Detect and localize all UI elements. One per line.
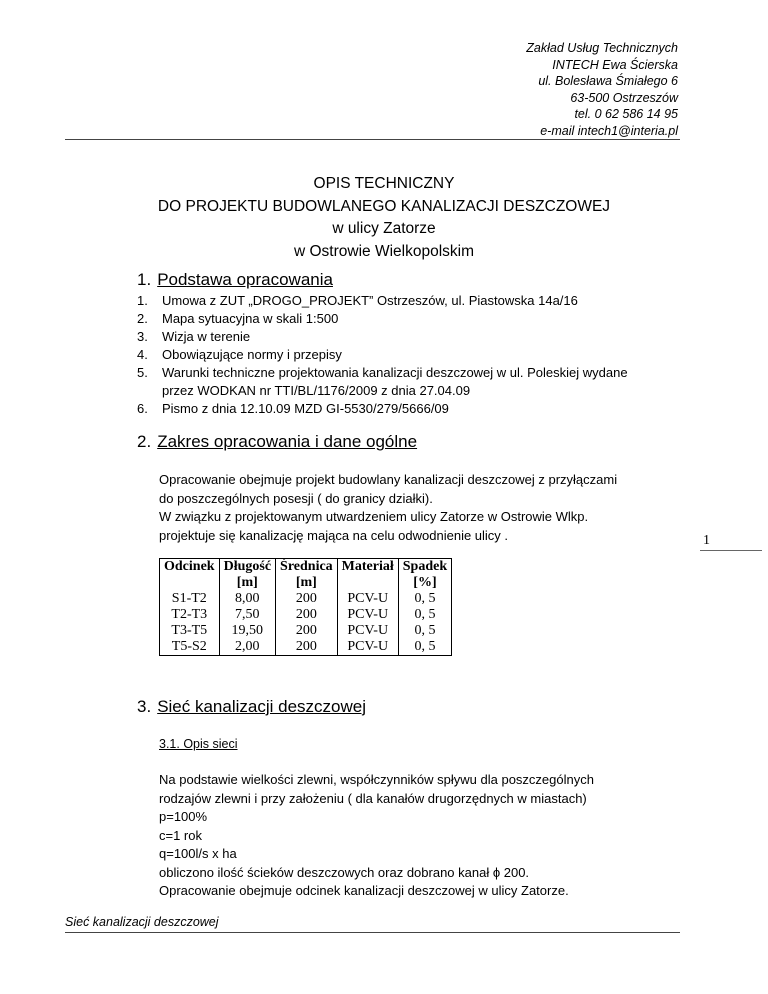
list-item bbox=[137, 364, 657, 400]
basis-list bbox=[137, 292, 657, 418]
page-number-rule bbox=[700, 550, 762, 551]
table-cell: 0, 5 bbox=[398, 607, 451, 623]
col-header-segment: Odcinek bbox=[160, 559, 220, 576]
section-title: Podstawa opracowania bbox=[157, 270, 333, 289]
table-cell: 200 bbox=[276, 623, 338, 639]
table-cell: T3-T5 bbox=[160, 623, 220, 639]
title-line: DO PROJEKTU BUDOWLANEGO KANALIZACJI DESZCZOWEJ bbox=[157, 197, 611, 215]
paragraph-line: Na podstawie wielkości zlewni, współczynników spływu dla poszczególnych bbox=[159, 772, 594, 787]
unit-cell bbox=[337, 575, 398, 591]
table-units-row bbox=[160, 575, 452, 591]
unit-cell: [m] bbox=[219, 575, 275, 591]
table-cell: 0, 5 bbox=[398, 591, 451, 607]
table-cell: 200 bbox=[276, 639, 338, 656]
section-number: 1. bbox=[137, 270, 152, 289]
table-header-row bbox=[160, 559, 452, 576]
list-item bbox=[137, 346, 657, 364]
paragraph-line: do poszczególnych posesji ( do granicy działki). bbox=[159, 490, 433, 506]
list-item-text: Warunki techniczne projektowania kanalizacji deszczowej w ul. Poleskiej wydane przez WODKAN nr TTI/BL/1176/2009 z dnia 27.04.09 bbox=[162, 365, 628, 398]
table-cell: 0, 5 bbox=[398, 623, 451, 639]
col-header-material: Materiał bbox=[337, 559, 398, 576]
unit-cell: [m] bbox=[276, 575, 338, 591]
table-cell: 2,00 bbox=[219, 639, 275, 656]
paragraph-line: projektuje się kanalizację mająca na celu odwodnienie ulicy . bbox=[159, 527, 509, 543]
section-1-heading bbox=[137, 270, 333, 290]
paragraph-line: Opracowanie obejmuje projekt budowlany kanalizacji deszczowej z przyłączami bbox=[159, 472, 618, 487]
section-number: 3. bbox=[137, 697, 152, 716]
paragraph-line: Opracowanie obejmuje odcinek kanalizacji deszczowej w ulicy Zatorze. bbox=[159, 883, 569, 898]
section-number: 2. bbox=[137, 432, 152, 451]
list-item-number: 6. bbox=[137, 401, 148, 416]
section-title: Zakres opracowania i dane ogólne bbox=[157, 432, 418, 451]
table-row bbox=[160, 591, 452, 607]
col-header-length: Długość bbox=[219, 559, 275, 576]
section-2-heading bbox=[137, 432, 417, 452]
table-cell: 0, 5 bbox=[398, 639, 451, 656]
list-item-text: Umowa z ZUT „DROGO_PROJEKT” Ostrzeszów, ul. Piastowska 14a/16 bbox=[162, 293, 578, 308]
pipe-spec-table bbox=[159, 558, 452, 656]
list-item-number: 4. bbox=[137, 347, 148, 362]
list-item-text: Obowiązujące normy i przepisy bbox=[162, 347, 342, 362]
list-item bbox=[137, 310, 657, 328]
section-title: Sieć kanalizacji deszczowej bbox=[157, 697, 367, 716]
unit-cell: [%] bbox=[398, 575, 451, 591]
list-item-text: Mapa sytuacyjna w skali 1:500 bbox=[162, 311, 339, 326]
paragraph-line: obliczono ilość ścieków deszczowych oraz dobrano kanał ϕ 200. bbox=[159, 864, 530, 880]
table-row bbox=[160, 639, 452, 656]
company-email: e-mail intech1@interia.pl bbox=[540, 123, 678, 138]
list-item-number: 1. bbox=[137, 293, 148, 308]
paragraph-line: q=100l/s x ha bbox=[159, 846, 237, 861]
list-item bbox=[137, 328, 657, 346]
page-number: 1 bbox=[703, 533, 710, 548]
paragraph-line: p=100% bbox=[159, 809, 208, 824]
section-3-heading bbox=[137, 697, 366, 717]
list-item-text: Pismo z dnia 12.10.09 MZD GI-5530/279/5666/09 bbox=[162, 401, 449, 416]
paragraph-line: c=1 rok bbox=[159, 827, 202, 843]
list-item-number: 3. bbox=[137, 329, 148, 344]
company-header-line: tel. 0 62 586 14 95 bbox=[574, 107, 678, 121]
table-cell: 7,50 bbox=[219, 607, 275, 623]
title-line: w Ostrowie Wielkopolskim bbox=[293, 242, 474, 260]
table-cell: PCV-U bbox=[337, 591, 398, 607]
table-cell: 200 bbox=[276, 591, 338, 607]
title-line: w ulicy Zatorze bbox=[332, 220, 436, 237]
table-row bbox=[160, 607, 452, 623]
list-item bbox=[137, 292, 657, 310]
list-item bbox=[137, 400, 657, 418]
table-cell: 200 bbox=[276, 607, 338, 623]
company-header bbox=[526, 40, 678, 139]
col-header-diameter: Średnica bbox=[276, 559, 338, 576]
table-cell: PCV-U bbox=[337, 639, 398, 656]
network-paragraph bbox=[159, 771, 699, 901]
header-divider bbox=[65, 139, 680, 140]
company-header-line: 63-500 Ostrzeszów bbox=[570, 90, 678, 105]
document-title bbox=[0, 173, 768, 263]
paragraph-line: rodzajów zlewni i przy założeniu ( dla kanałów drugorzędnych w miastach) bbox=[159, 790, 587, 806]
col-header-slope: Spadek bbox=[398, 559, 451, 576]
footer-divider bbox=[65, 932, 680, 933]
scope-paragraph bbox=[159, 471, 699, 545]
company-header-line: Zakład Usług Technicznych bbox=[526, 41, 678, 55]
table-cell: 19,50 bbox=[219, 623, 275, 639]
table-cell: S1-T2 bbox=[160, 591, 220, 607]
company-header-line: ul. Bolesława Śmiałego 6 bbox=[538, 74, 678, 88]
table-cell: 8,00 bbox=[219, 591, 275, 607]
unit-cell bbox=[160, 575, 220, 591]
table-cell: T5-S2 bbox=[160, 639, 220, 656]
title-line: OPIS TECHNICZNY bbox=[313, 175, 455, 192]
table-cell: PCV-U bbox=[337, 623, 398, 639]
table-cell: T2-T3 bbox=[160, 607, 220, 623]
table-cell: PCV-U bbox=[337, 607, 398, 623]
list-item-number: 5. bbox=[137, 365, 148, 380]
page-footer: Sieć kanalizacji deszczowej bbox=[65, 915, 219, 929]
list-item-number: 2. bbox=[137, 311, 148, 326]
list-item-text: Wizja w terenie bbox=[162, 329, 251, 344]
subsection-heading: 3.1. Opis sieci bbox=[159, 737, 238, 751]
company-header-line: INTECH Ewa Ścierska bbox=[552, 57, 678, 72]
table-row bbox=[160, 623, 452, 639]
paragraph-line: W związku z projektowanym utwardzeniem ulicy Zatorze w Ostrowie Wlkp. bbox=[159, 509, 589, 524]
